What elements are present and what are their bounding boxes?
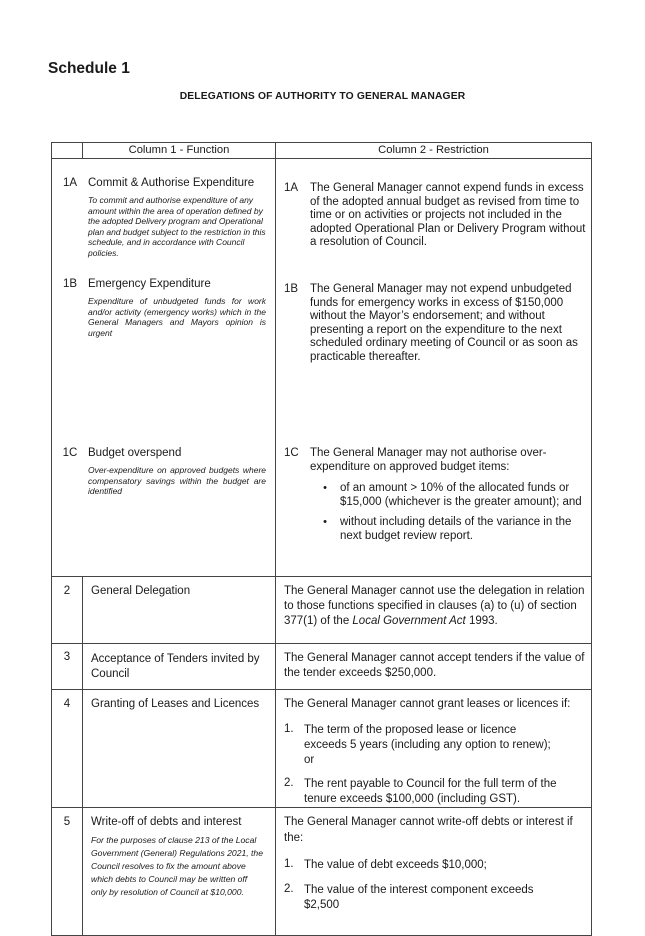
bullet-icon: • — [323, 516, 327, 528]
list-number: 2. — [284, 776, 294, 789]
row-4-restriction-text: The General Manager cannot grant leases or licences if: — [284, 698, 571, 710]
table-row-5 — [52, 807, 592, 935]
item-1c-description: Over-expenditure on approved budgets where compensatory savings within the budget are identified — [88, 465, 266, 496]
bullet-item — [310, 482, 590, 509]
header-blank-cell — [52, 143, 83, 159]
list-item — [284, 883, 585, 913]
schedule-title: Schedule 1 — [48, 60, 130, 77]
bullet-icon: • — [323, 482, 327, 494]
bullet-text: of an amount > 10% of the allocated funds or $15,000 (whichever is the greater amount); and — [340, 482, 582, 508]
list-text: The value of the interest component exceeds $2,500 — [304, 883, 534, 911]
item-1c-code: 1C — [62, 447, 78, 459]
list-item — [284, 858, 585, 873]
list-number: 1. — [284, 857, 294, 870]
row-5-function-title: Write-off of debts and interest — [91, 815, 242, 828]
row-2-function: General Delegation — [83, 577, 276, 644]
row-3-restriction: The General Manager cannot accept tenders if the value of the tender exceeds $250,000. — [276, 644, 592, 690]
list-number: 1. — [284, 722, 294, 735]
row-4-number: 4 — [52, 690, 83, 808]
list-text: The term of the proposed lease or licence exceeds 5 years (including any option to renew); or — [304, 723, 551, 766]
schedule-subtitle: DELEGATIONS OF AUTHORITY TO GENERAL MANAGER — [179, 91, 466, 102]
list-item — [284, 777, 585, 807]
row-2-restriction-year: 1993. — [465, 615, 498, 627]
row-2-act-name: Local Government Act — [352, 615, 466, 627]
table-row-4 — [52, 690, 592, 808]
item-1c-restriction-code: 1C — [284, 447, 299, 459]
bullet-item — [310, 516, 590, 543]
list-text: The rent payable to Council for the full term of the tenure exceeds $100,000 (including GST). — [304, 777, 557, 805]
delegations-table — [51, 142, 592, 936]
item-1a-restriction — [284, 182, 590, 250]
table-row-1 — [52, 159, 592, 577]
row-5-restriction — [276, 807, 592, 935]
row-4-function: Granting of Leases and Licences — [83, 690, 276, 808]
item-1c-restriction — [284, 447, 590, 543]
row-1-restriction-cell — [276, 159, 592, 577]
item-1a-function — [52, 177, 276, 258]
list-number: 2. — [284, 882, 294, 895]
row-2-restriction-text: The General Manager cannot use the delegation in relation to those functions specified in clauses (a) to (u) of section 377(1) of the — [284, 585, 585, 627]
row-2-restriction — [276, 577, 592, 644]
column-2-header: Column 2 - Restriction — [276, 143, 592, 159]
item-1a-restriction-code: 1A — [284, 182, 299, 194]
item-1b-restriction-text: The General Manager may not expend unbudgeted funds for emergency works in excess of $150,000 without the Mayor’s endorsement; and without presenting a report on the expenditure to the next scheduled ordinary meeting of Council or as soon as practicable thereafter. — [310, 283, 578, 363]
list-item — [284, 723, 585, 768]
column-1-header: Column 1 - Function — [83, 143, 276, 159]
row-5-function-description: For the purposes of clause 213 of the Local Government (General) Regulations 2021, the Council resolves to fix the amount above which debts to Council may be written off only by resolution of Council at $10,000. — [91, 834, 263, 897]
row-1-function-cell — [52, 159, 276, 577]
row-5-restriction-text: The General Manager cannot write-off debts or interest if the: — [284, 815, 573, 844]
row-5-number: 5 — [52, 807, 83, 935]
item-1a-code: 1A — [62, 177, 78, 189]
item-1a-title: Commit & Authorise Expenditure — [88, 177, 255, 189]
table-row-3 — [52, 644, 592, 690]
bullet-text: without including details of the variance in the next budget review report. — [340, 516, 572, 542]
list-text: The value of debt exceeds $10,000; — [304, 858, 487, 871]
item-1c-restriction-text: The General Manager may not authorise over-expenditure on approved budget items: — [310, 447, 547, 473]
row-4-restriction — [276, 690, 592, 808]
item-1b-restriction-code: 1B — [284, 283, 299, 295]
item-1a-description: To commit and authorise expenditure of any amount within the area of operation defined by the adopted Delivery program and Operational plan and budget subject to the restriction in this schedule, and in accordance with Council policies. — [88, 195, 266, 258]
item-1c-title: Budget overspend — [88, 447, 182, 459]
item-1b-description: Expenditure of unbudgeted funds for work and/or activity (emergency works) which in the General Managers and Mayors opinion is urgent — [88, 296, 266, 338]
table-header-row — [52, 143, 592, 159]
item-1c-function — [52, 447, 276, 497]
row-2-number: 2 — [52, 577, 83, 644]
row-3-number: 3 — [52, 644, 83, 690]
item-1a-restriction-text: The General Manager cannot expend funds in excess of the adopted annual budget as revised from time to time or on activities or projects not included in the adopted Operational Plan or Delivery Program without a resolution of Council. — [310, 182, 586, 248]
row-3-function: Acceptance of Tenders invited by Council — [83, 644, 276, 690]
item-1b-restriction — [284, 283, 590, 364]
row-5-function — [83, 807, 276, 935]
item-1b-title: Emergency Expenditure — [88, 278, 211, 290]
item-1b-function — [52, 278, 276, 338]
table-row-2 — [52, 577, 592, 644]
item-1b-code: 1B — [62, 278, 78, 290]
